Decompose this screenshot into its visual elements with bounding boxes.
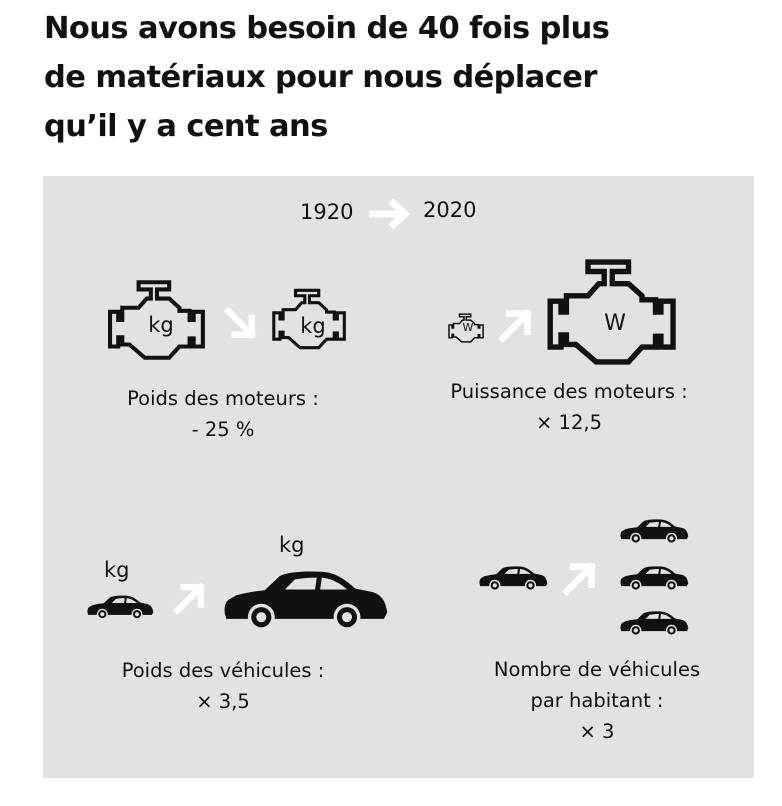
title-line-2: de matériaux pour nous déplacer xyxy=(44,60,597,95)
caption-label: Puissance des moteurs : xyxy=(450,380,688,403)
arrow-up-right-icon xyxy=(497,306,535,344)
car-icon-2020 xyxy=(618,516,690,544)
engine-unit-1920: kg xyxy=(148,313,174,337)
arrow-right-icon xyxy=(367,198,411,230)
caption-label: Nombre de véhicules xyxy=(493,658,701,681)
car-icon-2020 xyxy=(221,562,389,632)
caption-label: Poids des véhicules : xyxy=(121,659,325,682)
arrow-down-right-icon xyxy=(223,306,259,342)
engine-weight-caption xyxy=(83,383,363,445)
page-title xyxy=(44,4,609,151)
year-from: 1920 xyxy=(300,200,354,224)
car-icon-2020 xyxy=(618,563,690,591)
caption-label-2: par habitant : xyxy=(530,689,664,712)
engine-power-caption xyxy=(414,376,724,438)
infographic-panel xyxy=(43,176,754,778)
engine-unit-2020: kg xyxy=(300,314,326,338)
caption-value: × 3 xyxy=(579,720,615,743)
year-to: 2020 xyxy=(423,198,477,222)
car-icon-2020 xyxy=(618,608,690,636)
caption-label: Poids des moteurs : xyxy=(127,387,319,410)
title-line-3: qu’il y a cent ans xyxy=(44,109,328,144)
caption-value: × 12,5 xyxy=(536,411,602,434)
vehicles-per-person-caption xyxy=(437,654,757,747)
vehicle-weight-caption xyxy=(83,655,363,717)
car-icon-1920 xyxy=(86,592,154,620)
car-icon-1920 xyxy=(477,563,549,591)
vehicle-unit-1920: kg xyxy=(104,558,130,582)
title-line-1: Nous avons besoin de 40 fois plus xyxy=(44,11,610,46)
engine-power-unit-1920: W xyxy=(462,321,474,334)
caption-value: × 3,5 xyxy=(196,690,250,713)
arrow-up-right-icon xyxy=(172,580,208,616)
caption-value: - 25 % xyxy=(191,418,255,441)
arrow-up-right-icon xyxy=(561,559,599,597)
vehicle-unit-2020: kg xyxy=(279,533,305,557)
engine-power-unit-2020: W xyxy=(604,311,626,336)
